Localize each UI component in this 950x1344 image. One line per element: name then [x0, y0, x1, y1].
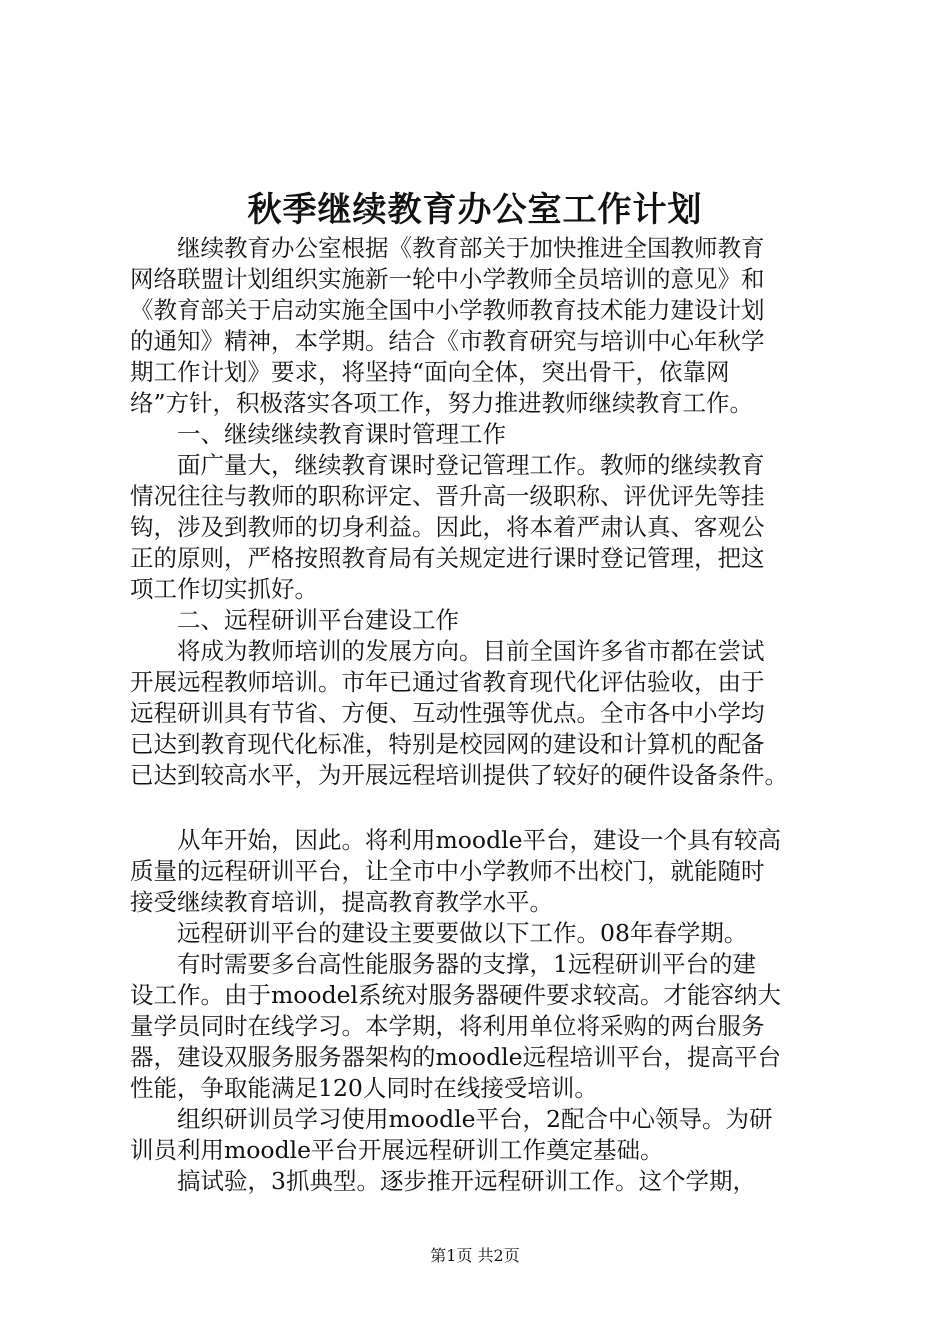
blank-line — [130, 791, 830, 825]
text-line: 网络联盟计划组织实施新一轮中小学教师全员培训的意见》和 — [130, 265, 765, 293]
document-body — [130, 233, 830, 1197]
text-line: 接受继续教育培训，提高教育教学水平。 — [130, 888, 553, 916]
text-line: 二、远程研训平台建设工作 — [130, 606, 459, 634]
text-line: 面广量大，继续教育课时登记管理工作。教师的继续教育 — [130, 451, 765, 479]
text-line: 组织研训员学习使用moodle平台，2配合中心领导。为研 — [130, 1105, 773, 1133]
text-line: 搞试验，3抓典型。逐步推开远程研训工作。这个学期， — [130, 1167, 756, 1195]
text-line: 量学员同时在线学习。本学期，将利用单位将采购的两台服务 — [130, 1012, 765, 1040]
text-line: 已达到教育现代化标准，特别是校园网的建设和计算机的配备 — [130, 730, 765, 758]
text-line: 已达到较高水平，为开展远程培训提供了较好的硬件设备条件。 — [130, 761, 788, 789]
text-line: 质量的远程研训平台，让全市中小学教师不出校门，就能随时 — [130, 857, 765, 885]
page-footer: 第1页 共2页 — [430, 1246, 520, 1265]
text-line: 一、继续继续教育课时管理工作 — [130, 420, 506, 448]
text-line: 的通知》精神，本学期。结合《市教育研究与培训中心年秋学 — [130, 327, 765, 355]
text-line: 开展远程教师培训。市年已通过省教育现代化评估验收，由于 — [130, 668, 765, 696]
text-line: 器，建设双服务服务器架构的moodle远程培训平台，提高平台 — [130, 1043, 782, 1071]
text-line: 继续教育办公室根据《教育部关于加快推进全国教师教育 — [130, 234, 765, 262]
text-line: 项工作切实抓好。 — [130, 575, 318, 603]
text-line: 《教育部关于启动实施全国中小学教师教育技术能力建设计划 — [130, 296, 765, 324]
document-title: 秋季继续教育办公室工作计划 — [247, 190, 703, 230]
text-line: 钩，涉及到教师的切身利益。因此，将本着严肃认真、客观公 — [130, 513, 765, 541]
text-line: 将成为教师培训的发展方向。目前全国许多省市都在尝试 — [130, 637, 765, 665]
text-line: 设工作。由于moodel系统对服务器硬件要求较高。才能容纳大 — [130, 981, 782, 1009]
text-line: 期工作计划》要求，将坚持“面向全体，突出骨干，依靠网 — [130, 358, 730, 386]
text-line: 络”方针，积极落实各项工作，努力推进教师继续教育工作。 — [130, 389, 754, 417]
text-line: 远程研训具有节省、方便、互动性强等优点。全市各中小学均 — [130, 699, 765, 727]
text-line: 训员利用moodle平台开展远程研训工作奠定基础。 — [130, 1136, 664, 1164]
text-line: 有时需要多台高性能服务器的支撑，1远程研训平台的建 — [130, 950, 756, 978]
text-line: 情况往往与教师的职称评定、晋升高一级职称、评优评先等挂 — [130, 482, 765, 510]
text-line: 远程研训平台的建设主要要做以下工作。08年春学期。 — [130, 919, 748, 947]
text-line: 从年开始，因此。将利用moodle平台，建设一个具有较高 — [130, 826, 782, 854]
text-line: 性能，争取能满足120人同时在线接受培训。 — [130, 1074, 598, 1102]
text-line: 正的原则，严格按照教育局有关规定进行课时登记管理，把这 — [130, 544, 765, 572]
